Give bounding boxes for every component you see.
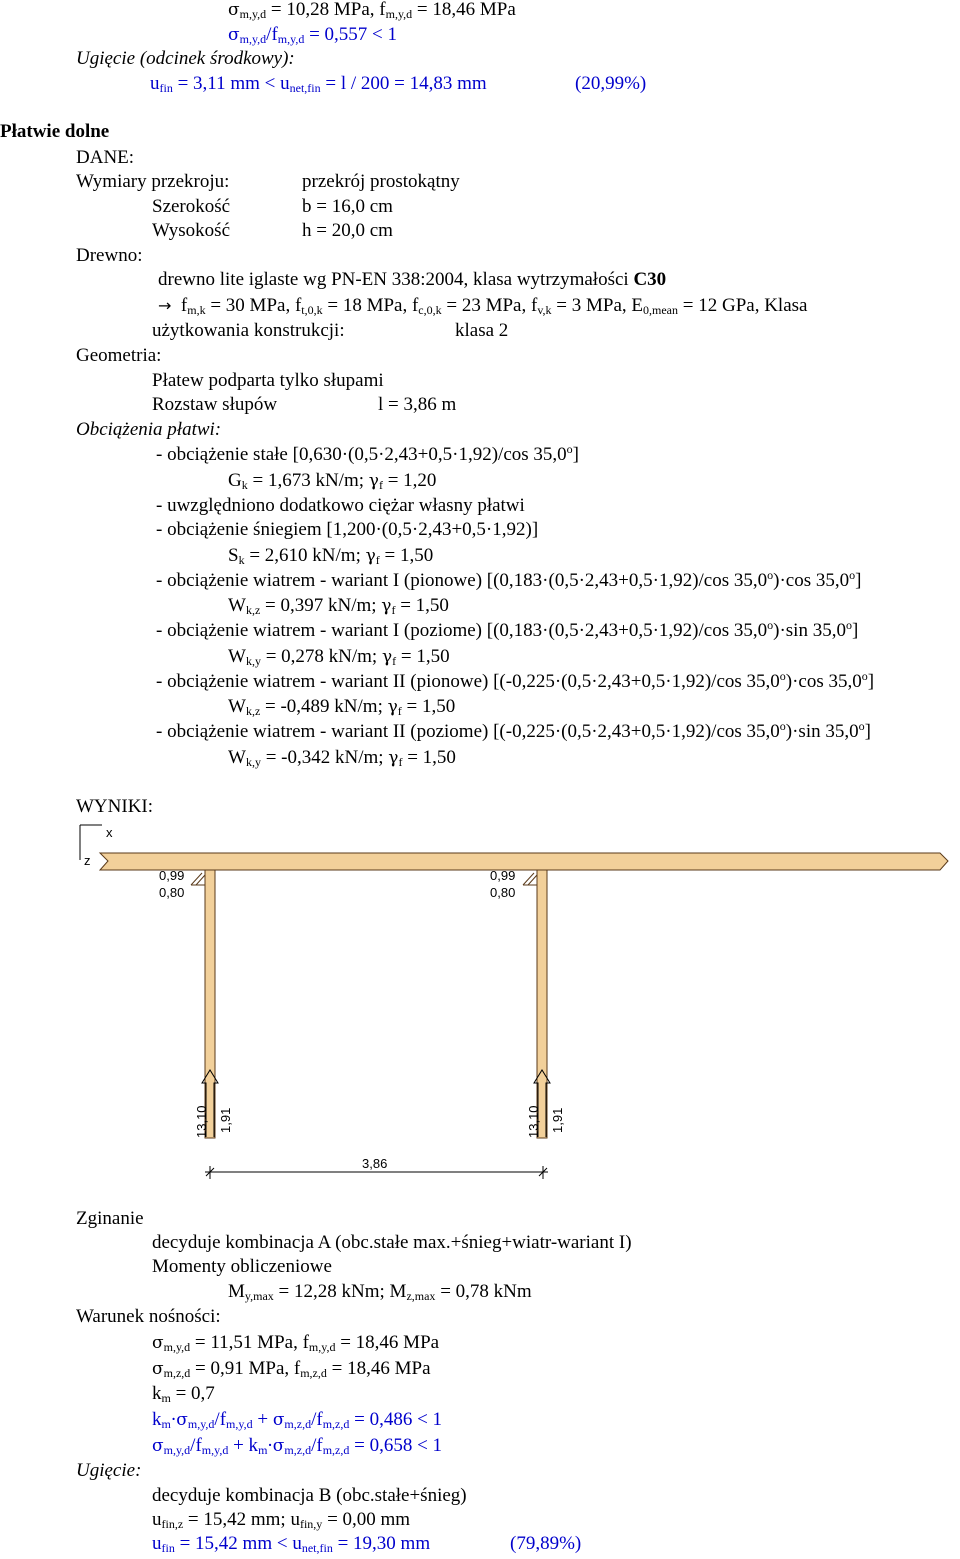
support-right-icon [523,873,537,885]
km-line: $k_m = 0,7$ [152,1383,215,1405]
ugiecie-heading: Ugięcie: [76,1460,142,1481]
left-top-value: 0,99 [159,868,185,883]
geometria-line: Płatew podparta tylko słupami [152,370,384,391]
sigma-mzd-result: $\sigma_{m,z,d} = 0,91$ MPa, $f_{m,z,d} = 18,46$ MPa [152,1358,431,1380]
deflection-line: $u_{fin} = 3,11$ mm < $u_{net,fin} = l / 200 = 14,83$ mm [150,73,487,95]
right-top-value: 0,99 [490,868,516,883]
sigma-myd-result: $\sigma_{m,y,d} = 11,51$ MPa, $f_{m,y,d} = 18,46$ MPa [152,1332,440,1354]
decyduje-a: decyduje kombinacja A (obc.stałe max.+śnieg+wiatr-wariant I) [152,1232,632,1253]
obciazenia-label: Obciążenia płatwi: [76,419,222,440]
load-wk4: $W_{k,y} = -0,342$ kN/m; $\gamma_f = 1,50$ [228,747,456,769]
deflection-check: $u_{fin} = 15,42$ mm < $u_{net,fin} = 19,30$ mm [152,1533,431,1555]
load-gk: $G_k = 1,673$ kN/m; $\gamma_f = 1,20$ [228,470,437,492]
section-title: Płatwie dolne [0,121,110,142]
condition-2: $\sigma_{m,y,d}/f_{m,y,d} + k_m\cdot\sigma_{m,z,d}/f_{m,z,d} = 0,658 < 1$ [152,1435,443,1457]
load-stale: - obciążenie stałe [0,630·(0,5·2,43+0,5·1,92)/cos 35,0$^o$] [156,442,579,465]
uzytkowanie-label: użytkowania konstrukcji: [152,320,345,341]
wysokosc-label: Wysokość [152,220,231,241]
condition-1: $k_m\cdot\sigma_{m,y,d}/f_{m,y,d} + \sigma_{m,z,d}/f_{m,z,d} = 0,486 < 1$ [152,1409,443,1431]
material-properties: → $f_{m,k} = 30$ MPa, $f_{t,0,k} = 18$ MPa, $f_{c,0,k} = 23$ MPa, $f_{v,k} = 3$ MPa, $E_{0,mean} = 12$ GPa, Klasa [158,295,808,317]
right-bottom-value: 0,80 [490,885,516,900]
load-sk: $S_k = 2,610$ kN/m; $\gamma_f = 1,50$ [228,545,434,567]
load-snieg: - obciążenie śniegiem [1,200·(0,5·2,43+0,5·1,92)] [156,519,539,540]
drewno-desc: drewno lite iglaste wg PN-EN 338:2004, klasa wytrzymałości C30 [158,269,667,290]
beam-diagram [60,815,960,1185]
left-bottom-value: 0,80 [159,885,185,900]
load-wk3: $W_{k,z} = -0,489$ kN/m; $\gamma_f = 1,50$ [228,696,456,718]
left-reaction-1: 13,10 [194,1105,209,1138]
load-wiatr-2b: - obciążenie wiatrem - wariant II (poziome) [(-0,225·(0,5·2,43+0,5·1,92)/cos $35,0^o)\cdot\sin$ 35,0$^o$] [156,719,871,742]
moments-line: $M_{y,max} = 12,28$ kNm; $M_{z,max} = 0,78$ kNm [228,1281,532,1303]
load-wiatr-2a: - obciążenie wiatrem - wariant II (pionowe) [(-0,225·(0,5·2,43+0,5·1,92)/cos $35,0^o)\cdot\cos$ 35,0$^o$] [156,669,875,692]
load-wiatr-1b: - obciążenie wiatrem - wariant I (poziome) [(0,183·(0,5·2,43+0,5·1,92)/cos $35,0^o)\cdot\sin$ 35,0$^o$] [156,618,859,641]
decyduje-b: decyduje kombinacja B (obc.stałe+śnieg) [152,1485,467,1506]
ratio-line: $\sigma_{m,y,d}/f_{m,y,d} = 0,557 < 1$ [228,24,398,46]
span-label: 3,86 [362,1156,388,1171]
load-wk1: $W_{k,z} = 0,397$ kN/m; $\gamma_f = 1,50$ [228,595,449,617]
arrow-right-icon: → [158,296,172,315]
beam [100,853,948,870]
deflection-check-percent: (79,89%) [510,1533,582,1554]
support-left-icon [191,873,205,885]
dane-label: DANE: [76,147,135,168]
deflection-percent: (20,99%) [575,73,647,94]
load-wlasny: - uwzględniono dodatkowo ciężar własny płatwi [156,495,525,516]
right-reaction-1: 13,10 [526,1105,541,1138]
wymiary-label: Wymiary przekroju: [76,171,230,192]
axis-x-label: x [106,825,113,840]
deflection-components: $u_{fin,z} = 15,42$ mm; $u_{fin,y} = 0,00$ mm [152,1509,411,1531]
left-reaction-2: 1,91 [218,1107,233,1133]
szerokosc-label: Szerokość [152,196,231,217]
sigma-myd-line: $\sigma_{m,y,d} = 10,28$ MPa, $f_{m,y,d} = 18,46$ MPa [228,0,516,21]
rozstaw-label: Rozstaw słupów [152,394,278,415]
wymiary-value: przekrój prostokątny [302,171,460,192]
load-wk2: $W_{k,y} = 0,278$ kN/m; $\gamma_f = 1,50$ [228,646,450,668]
rozstaw-value: l = 3,86 m [378,394,457,415]
axis-z-label: z [84,853,91,868]
szerokosc-value: b = 16,0 cm [302,196,393,217]
wysokosc-value: h = 20,0 cm [302,220,393,241]
uzytkowanie-value: klasa 2 [455,320,509,341]
drewno-label: Drewno: [76,245,143,266]
warunek-label: Warunek nośności: [76,1306,221,1327]
momenty-label: Momenty obliczeniowe [152,1256,332,1277]
right-reaction-2: 1,91 [550,1107,565,1133]
wyniki-heading: WYNIKI: [76,796,154,817]
deflection-heading: Ugięcie (odcinek środkowy): [76,48,295,69]
zginanie-heading: Zginanie [76,1208,144,1229]
geometria-label: Geometria: [76,345,162,366]
load-wiatr-1a: - obciążenie wiatrem - wariant I (pionowe) [(0,183·(0,5·2,43+0,5·1,92)/cos $35,0^o)\cdot\cos$ 35,0$^o$] [156,568,862,591]
